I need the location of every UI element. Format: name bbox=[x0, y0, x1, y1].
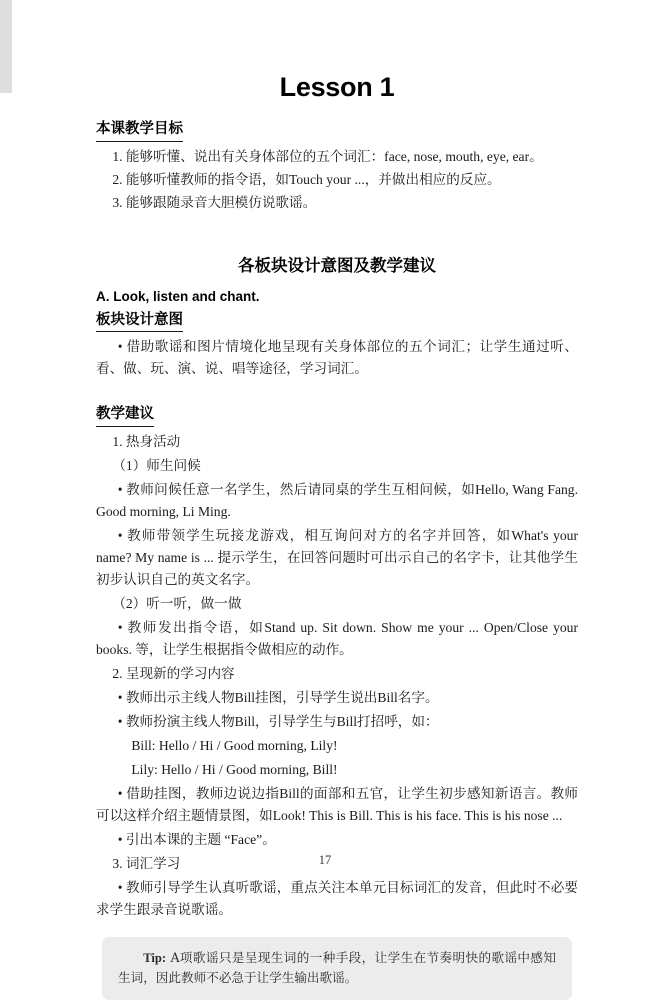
list-item: （2）听一听，做一做 bbox=[112, 595, 242, 611]
main-section bbox=[96, 252, 578, 304]
list-item: • 教师出示主线人物Bill挂图，引导学生说出Bill名字。 bbox=[117, 689, 439, 705]
list-item: 1. 热身活动 bbox=[112, 433, 181, 449]
dialogue-line: Bill: Hello / Hi / Good morning, Lily! bbox=[131, 737, 338, 753]
list-item: 2. 能够听懂教师的指令语，如Touch your ...，并做出相应的反应。 bbox=[112, 171, 501, 187]
tip-callout bbox=[102, 937, 572, 1000]
list-item: • 借助挂图，教师边说边指Bill的面部和五官，让学生初步感知新语言。教师可以这样介绍主题情景图，如Look! This is Bill. This is his face. This is his nose ... bbox=[96, 786, 578, 824]
block-intent-section bbox=[96, 311, 578, 381]
objectives-section bbox=[96, 120, 578, 214]
dialogue-line: Lily: Hello / Hi / Good morning, Bill! bbox=[131, 761, 338, 777]
list-item: 3. 词汇学习 bbox=[112, 856, 181, 872]
list-item: （1）师生问候 bbox=[112, 457, 201, 473]
list-item: • 教师扮演主线人物Bill，引导学生与Bill打招呼，如： bbox=[117, 713, 439, 729]
main-section-heading: 各板块设计意图及教学建议 bbox=[238, 256, 436, 275]
list-item: 2. 呈现新的学习内容 bbox=[112, 665, 235, 681]
list-item: • 引出本课的主题 “Face”。 bbox=[117, 832, 276, 848]
list-item: • 教师引导学生认真听歌谣，重点关注本单元目标词汇的发音，但此时不必要求学生跟录音说歌谣。 bbox=[96, 880, 578, 918]
tip-label: Tip: bbox=[143, 951, 167, 966]
objectives-list bbox=[96, 146, 578, 214]
list-item: 1. 能够听懂、说出有关身体部位的五个词汇：face, nose, mouth, eye, ear。 bbox=[112, 148, 543, 164]
part-a-label: A. Look, listen and chant. bbox=[96, 288, 260, 304]
tip-body: A项歌谣只是呈现生词的一种手段，让学生在节奏明快的歌谣中感知生词，因此教师不必急于让学生输出歌谣。 bbox=[118, 950, 556, 986]
teaching-suggestions-heading: 教学建议 bbox=[96, 405, 154, 427]
teaching-suggestions-section bbox=[96, 405, 578, 921]
block-intent-heading: 板块设计意图 bbox=[96, 311, 183, 333]
block-intent-body bbox=[96, 336, 578, 380]
list-item: • 教师问候任意一名学生，然后请同桌的学生互相问候，如Hello, Wang Fang. Good morning, Li Ming. bbox=[96, 481, 578, 519]
paragraph: • 借助歌谣和图片情境化地呈现有关身体部位的五个词汇；让学生通过听、看、做、玩、演、说、唱等途径，学习词汇。 bbox=[96, 339, 578, 377]
list-item: • 教师带领学生玩接龙游戏，相互询问对方的名字并回答，如What's your name? My name is ... 提示学生，在回答问题时可出示自己的名字卡，让其他学生初步认识自己的英文名字。 bbox=[96, 527, 578, 587]
tip-paragraph bbox=[118, 948, 556, 989]
page-number: 17 bbox=[318, 853, 332, 867]
page-title: Lesson 1 bbox=[279, 72, 395, 102]
list-item: • 教师发出指令语，如Stand up. Sit down. Show me your ... Open/Close your books. 等，让学生根据指令做相应的动作。 bbox=[96, 619, 578, 657]
objectives-heading: 本课教学目标 bbox=[96, 120, 183, 142]
teaching-suggestions-body bbox=[96, 431, 578, 921]
list-item: 3. 能够跟随录音大胆模仿说歌谣。 bbox=[112, 194, 317, 210]
